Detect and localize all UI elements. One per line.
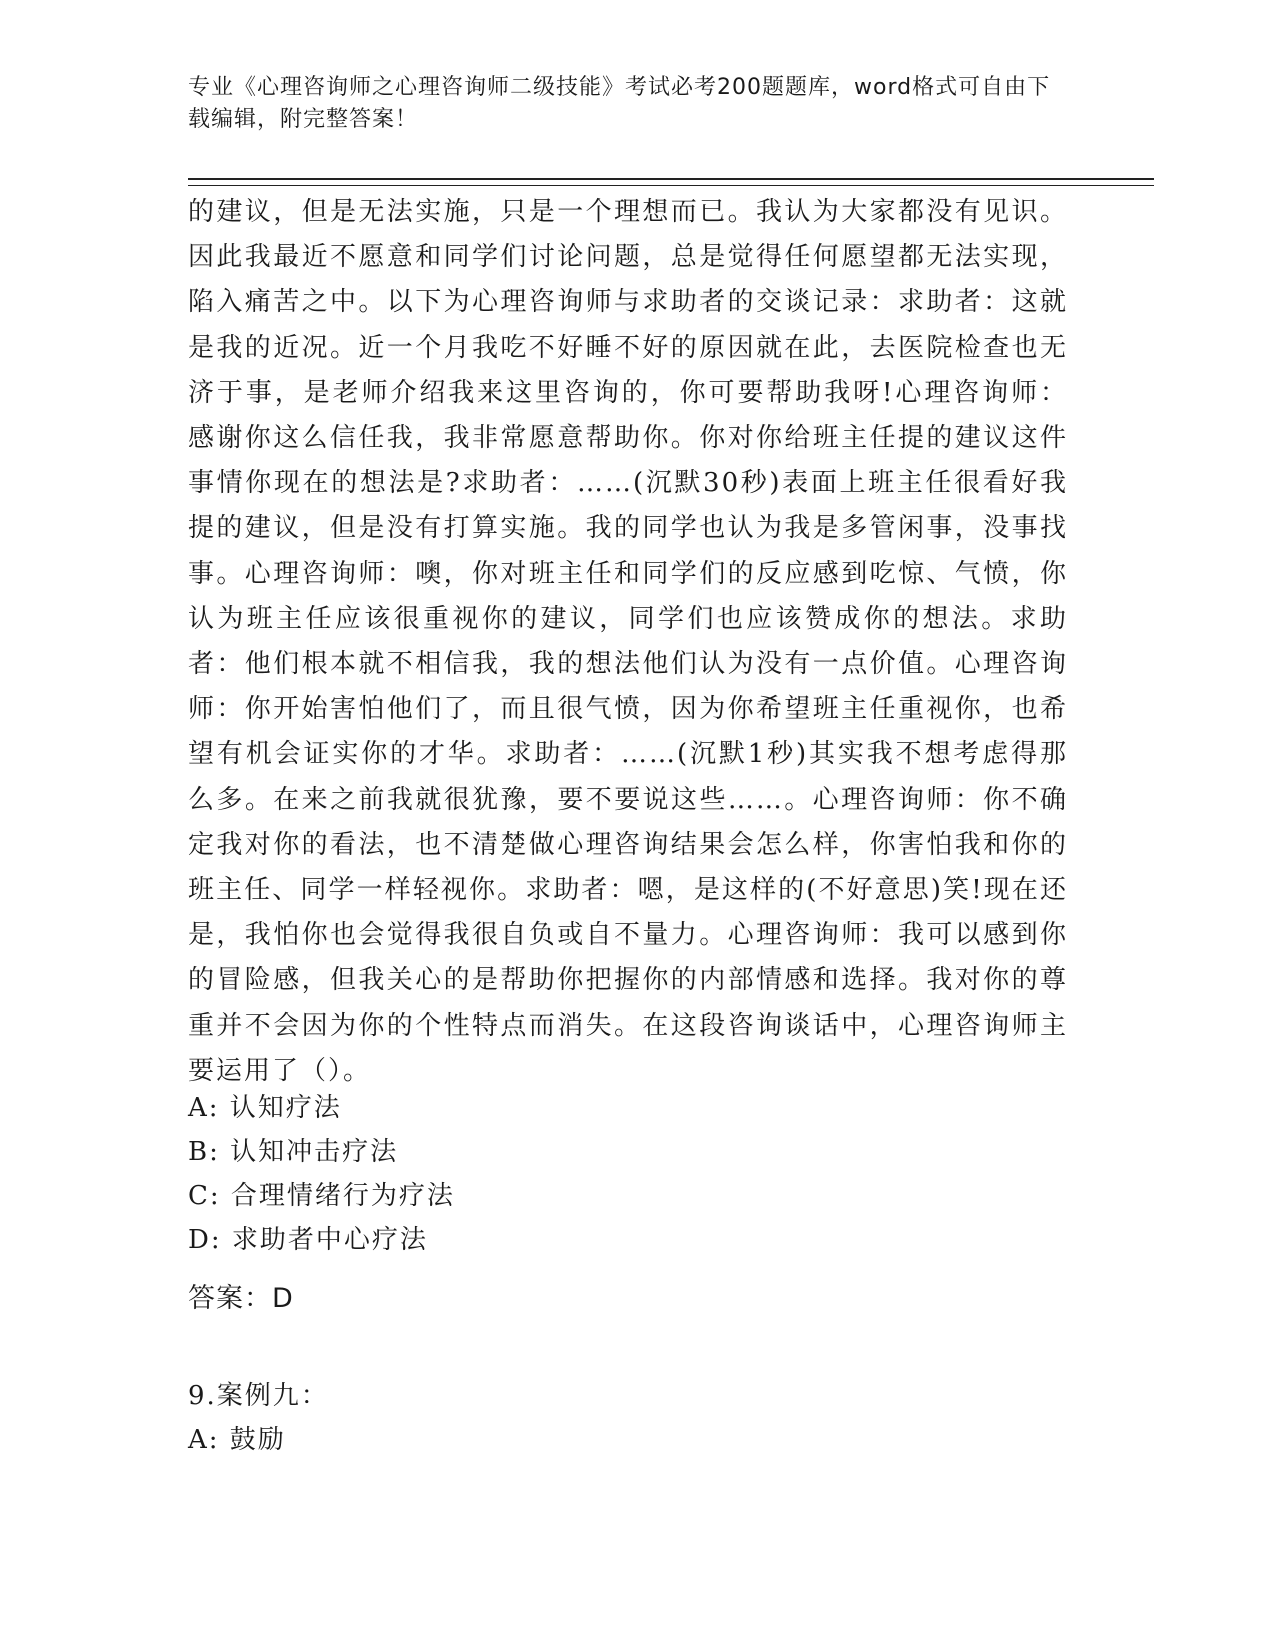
header-divider-thin xyxy=(188,185,1154,186)
next-option-a: A: 鼓励 xyxy=(188,1425,286,1455)
question-stem: 的建议，但是无法实施，只是一个理想而已。我认为大家都没有见识。因此我最近不愿意和同学们讨论问题，总是觉得任何愿望都无法实现，陷入痛苦之中。以下为心理咨询师与求助者的交谈记录：求助者：这就是我的近况。近一个月我吃不好睡不好的原因就在此，去医院检查也无济于事，是老师介绍我来这里咨询的，你可要帮助我呀!心理咨询师：感谢你这么信任我，我非常愿意帮助你。你对你给班主任提的建议这件事情你现在的想法是?求助者：……(沉默30秒)表面上班主任很看好我提的建议，但是没有打算实施。我的同学也认为我是多管闲事，没事找事。心理咨询师：噢，你对班主任和同学们的反应感到吃惊、气愤，你认为班主任应该很重视你的建议，同学们也应该赞成你的想法。求助者：他们根本就不相信我，我的想法他们认为没有一点价值。心理咨询师：你开始害怕他们了，而且很气愤，因为你希望班主任重视你，也希望有机会证实你的才华。求助者：……(沉默1秒)其实我不想考虑得那么多。在来之前我就很犹豫，要不要说这些……。心理咨询师：你不确定我对你的看法，也不清楚做心理咨询结果会怎么样，你害怕我和你的班主任、同学一样轻视你。求助者：嗯，是这样的(不好意思)笑!现在还是，我怕你也会觉得我很自负或自不量力。心理咨询师：我可以感到你的冒险感，但我关心的是帮助你把握你的内部情感和选择。我对你的尊重并不会因为你的个性特点而消失。在这段咨询谈话中，心理咨询师主要运用了（）。 xyxy=(188,197,1068,1086)
option-b: B: 认知冲击疗法 xyxy=(188,1137,399,1167)
answer-label: 答案：D xyxy=(188,1283,294,1314)
document-header-title: 专业《心理咨询师之心理咨询师二级技能》考试必考200题题库，word格式可自由下载编辑，附完整答案！ xyxy=(188,75,1051,132)
option-a: A: 认知疗法 xyxy=(188,1093,342,1123)
next-question-title: 9.案例九： xyxy=(188,1381,329,1411)
option-c: C: 合理情绪行为疗法 xyxy=(188,1181,455,1211)
header-divider-thick xyxy=(188,178,1154,180)
option-d: D: 求助者中心疗法 xyxy=(188,1225,428,1255)
